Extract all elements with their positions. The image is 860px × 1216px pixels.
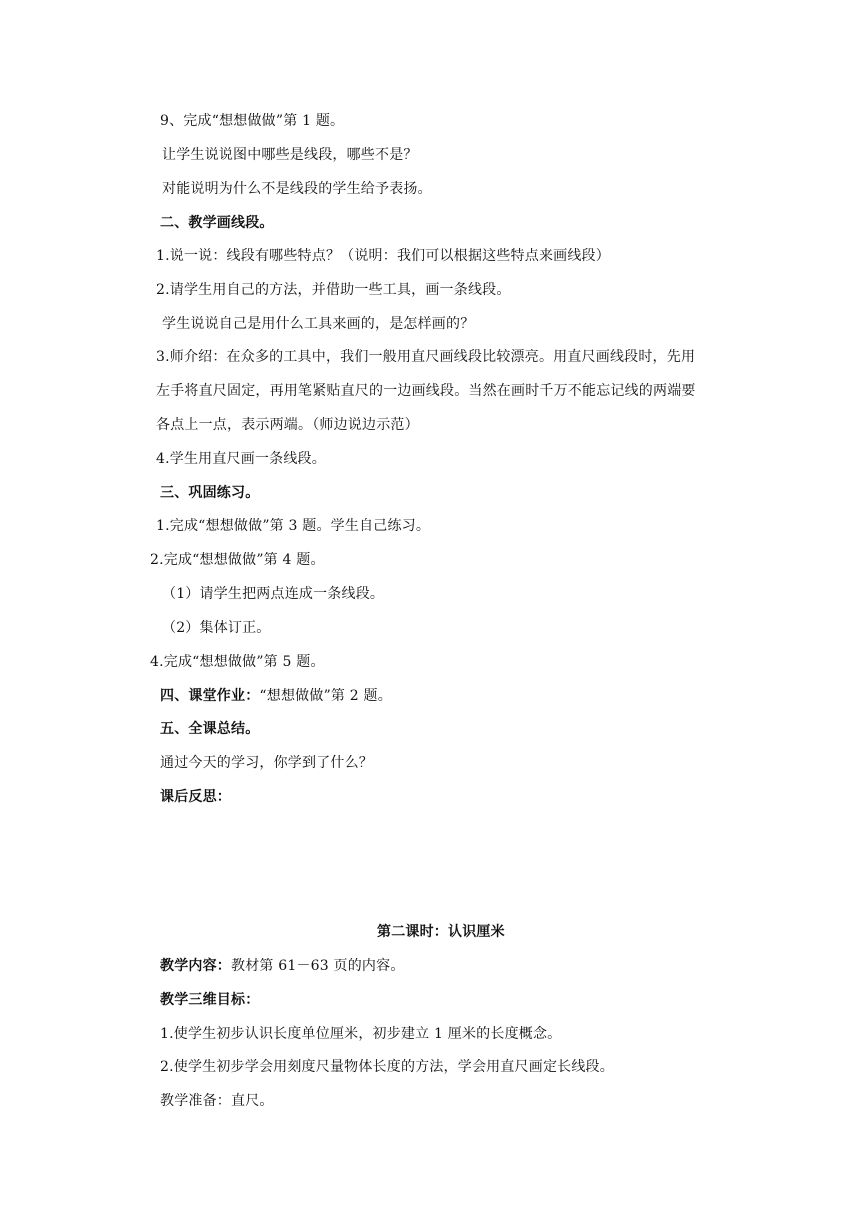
- exercise-4-line: 4.完成“想想做做”第 5 题。: [150, 654, 325, 670]
- step-3-line-3: 各点上一点，表示两端。（师边说边示范）: [156, 417, 419, 433]
- section-4-text: “想想做做”第 2 题。: [259, 688, 392, 704]
- step-4-line: 4.学生用直尺画一条线段。: [156, 451, 326, 467]
- step-3-line-2: 左手将直尺固定，再用笔紧贴直尺的一边画线段。当然在画时千万不能忘记线的两端要: [156, 383, 696, 399]
- section-2-heading: 二、教学画线段。: [160, 215, 274, 231]
- ask-line: 让学生说说图中哪些是线段，哪些不是？: [162, 147, 418, 163]
- goal-1-line: 1.使学生初步认识长度单位厘米，初步建立 1 厘米的长度概念。: [160, 1026, 562, 1042]
- teaching-goals-label: 教学三维目标：: [160, 992, 260, 1008]
- step-2-line: 2.请学生用自己的方法，并借助一些工具，画一条线段。: [156, 282, 511, 298]
- exercise-2-line: 2.完成“想想做做”第 4 题。: [150, 552, 325, 568]
- teaching-content-line: [160, 956, 405, 976]
- goal-2-line: 2.使学生初步学会用刻度尺量物体长度的方法，学会用直尺画定长线段。: [160, 1059, 614, 1075]
- step-1-line: 1.说一说：线段有哪些特点？（说明：我们可以根据这些特点来画线段）: [156, 248, 610, 264]
- praise-line: 对能说明为什么不是线段的学生给予表扬。: [162, 181, 432, 197]
- teaching-prep-line: 教学准备：直尺。: [160, 1093, 274, 1109]
- section-5-text: 通过今天的学习，你学到了什么？: [160, 755, 373, 771]
- section-4-line: [160, 686, 392, 706]
- step-2-note: 学生说说自己是用什么工具来画的，是怎样画的？: [162, 316, 475, 332]
- teaching-content-label: 教学内容：: [160, 958, 231, 974]
- exercise-2b-line: （2）集体订正。: [162, 620, 271, 636]
- section-4-heading: 四、课堂作业：: [160, 688, 260, 704]
- reflection-label: 课后反思：: [160, 789, 231, 805]
- teaching-content-text: 教材第 61－63 页的内容。: [231, 958, 405, 974]
- section-5-heading: 五、全课总结。: [160, 721, 260, 737]
- section-3-heading: 三、巩固练习。: [160, 485, 260, 501]
- exercise-1-line: 1.完成“想想做做”第 3 题。学生自己练习。: [156, 518, 431, 534]
- step-3-line-1: 3.师介绍：在众多的工具中，我们一般用直尺画线段比较漂亮。用直尺画线段时，先用: [156, 349, 696, 365]
- exercise-2a-line: （1）请学生把两点连成一条线段。: [162, 586, 385, 602]
- lesson-2-title: 第二课时：认识厘米: [377, 924, 505, 940]
- item-9-line: 9、完成“想想做做”第 1 题。: [160, 113, 345, 129]
